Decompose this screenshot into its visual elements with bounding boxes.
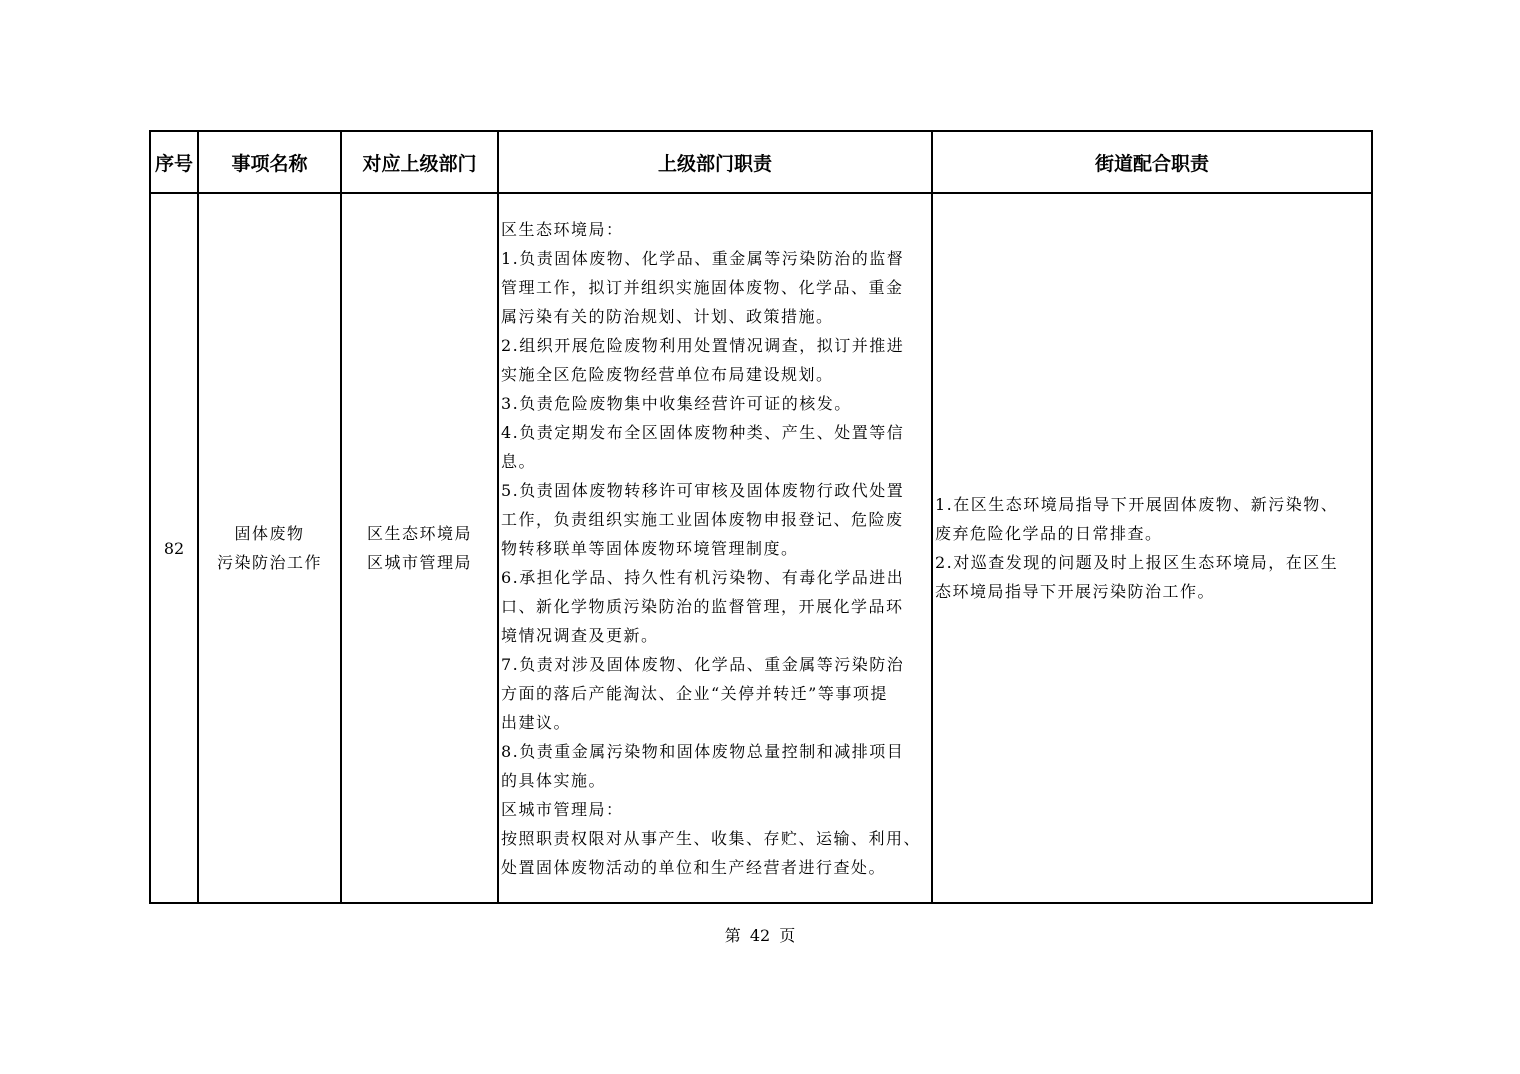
dept-duty-line: 出建议。 [501,712,572,732]
header-item-name: 事项名称 [198,131,341,193]
cell-street-duty [932,193,1372,903]
cell-dept-duty [498,193,932,903]
dept-duty-line: 实施全区危险废物经营单位布局建设规划。 [501,364,834,384]
page-number: 42 [749,926,771,945]
dept-duty-line: 5.负责固体废物转移许可审核及固体废物行政代处置 [501,480,905,500]
dept-line: 区城市管理局 [366,553,472,572]
dept-duty-line: 的具体实施。 [501,770,607,790]
item-name-line: 污染防治工作 [216,553,322,572]
page-prefix: 第 [724,926,741,945]
dept-duty-line: 3.负责危险废物集中收集经营许可证的核发。 [501,393,852,413]
dept-duty-line: 8.负责重金属污染物和固体废物总量控制和减排项目 [501,741,905,761]
page-number-footer [0,923,1520,946]
dept-duty-line: 工作，负责组织实施工业固体废物申报登记、危险废 [501,509,904,529]
street-duty-line: 态环境局指导下开展污染防治工作。 [935,582,1216,601]
duty-table [149,130,1373,904]
header-index: 序号 [150,131,198,193]
item-name-line: 固体废物 [234,524,305,543]
dept-duty-line: 区城市管理局： [501,799,624,819]
street-duty-line: 1.在区生态环境局指导下开展固体废物、新污染物、 [935,495,1339,514]
dept-duty-line: 境情况调查及更新。 [501,625,659,645]
street-duty-line: 2.对巡查发现的问题及时上报区生态环境局，在区生 [935,553,1339,572]
header-dept-duty: 上级部门职责 [498,131,932,193]
page-suffix: 页 [779,926,796,945]
dept-duty-line: 息。 [501,451,537,471]
dept-duty-line: 管理工作，拟订并组织实施固体废物、化学品、重金 [501,277,904,297]
dept-duty-line: 物转移联单等固体废物环境管理制度。 [501,538,799,558]
dept-duty-line: 处置固体废物活动的单位和生产经营者进行查处。 [501,857,887,877]
header-street-duty: 街道配合职责 [932,131,1372,193]
dept-duty-line: 口、新化学物质污染防治的监督管理，开展化学品环 [501,596,904,616]
street-duty-line: 废弃危险化学品的日常排查。 [935,524,1163,543]
dept-duty-line: 4.负责定期发布全区固体废物种类、产生、处置等信 [501,422,905,442]
dept-duty-line: 1.负责固体废物、化学品、重金属等污染防治的监督 [501,248,905,268]
dept-duty-line: 方面的落后产能淘汰、企业“关停并转迁”等事项提 [501,683,888,703]
dept-duty-line: 2.组织开展危险废物利用处置情况调查，拟订并推进 [501,335,905,355]
cell-item-name [198,193,341,903]
dept-duty-line: 6.承担化学品、持久性有机污染物、有毒化学品进出 [501,567,905,587]
dept-duty-line: 7.负责对涉及固体废物、化学品、重金属等污染防治 [501,654,905,674]
table-row [150,193,1372,903]
header-dept: 对应上级部门 [341,131,498,193]
dept-duty-line: 区生态环境局： [501,219,624,239]
table-header-row [150,131,1372,193]
dept-duty-line: 按照职责权限对从事产生、收集、存贮、运输、利用、 [501,828,922,848]
cell-dept [341,193,498,903]
dept-duty-line: 属污染有关的防治规划、计划、政策措施。 [501,306,834,326]
dept-line: 区生态环境局 [366,524,472,543]
cell-index: 82 [150,193,198,903]
